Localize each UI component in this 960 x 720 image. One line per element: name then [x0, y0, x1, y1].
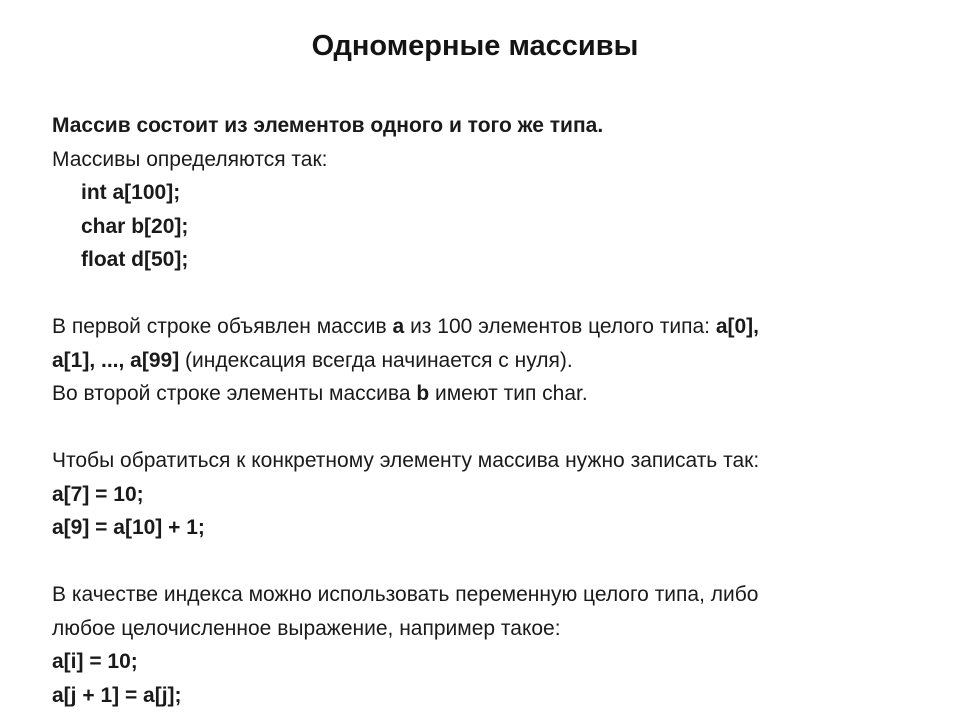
- code-a-range: a[1], ..., a[99]: [52, 348, 180, 372]
- text-segment: имеют тип char.: [429, 382, 588, 405]
- code-line-int: [52, 176, 932, 210]
- index-explanation-1: В качестве индекса можно использовать переменную целого типа, либо: [52, 583, 759, 606]
- code-a0: a[0],: [715, 315, 759, 338]
- text-segment: В первой строке объявлен массив: [52, 315, 393, 338]
- code-line-float: [52, 243, 932, 277]
- array-name-b: b: [416, 382, 430, 405]
- paragraph-gap: [52, 545, 932, 579]
- code-int: int a[100];: [81, 181, 181, 204]
- text-segment: (индексация всегда начинается с нуля).: [179, 348, 573, 372]
- second-line-explanation: [52, 377, 932, 411]
- code-line-ai: [52, 645, 932, 679]
- defined-line: Массивы определяются так:: [52, 147, 328, 171]
- intro-bold-text: Массив состоит из элементов одного и того же типа.: [52, 114, 604, 137]
- code-char: char b[20];: [81, 214, 189, 238]
- code-line-a7: [52, 478, 932, 512]
- code-float: float d[50];: [81, 248, 189, 271]
- code-line-char: [52, 210, 932, 244]
- text-segment: из 100 элементов целого типа:: [404, 315, 716, 338]
- index-range-line: [52, 344, 932, 378]
- paragraph-gap: [52, 277, 932, 311]
- index-explanation-2: любое целочисленное выражение, например такое:: [52, 616, 561, 640]
- slide-body: [52, 109, 932, 712]
- code-a9: a[9] = a[10] + 1;: [52, 516, 205, 539]
- code-aj: a[j + 1] = a[j];: [52, 683, 182, 707]
- array-name-a: a: [392, 315, 405, 338]
- intro-line: [52, 109, 932, 143]
- code-ai: a[i] = 10;: [52, 650, 138, 673]
- code-line-aj: [52, 679, 932, 713]
- slide-title: Одномерные массивы: [311, 30, 639, 62]
- text-segment: Во второй строке элементы массива: [52, 382, 417, 405]
- access-explanation: Чтобы обратиться к конкретному элементу массива нужно записать так:: [52, 449, 760, 472]
- code-a7: a[7] = 10;: [52, 482, 144, 506]
- paragraph-gap: [52, 411, 932, 445]
- first-line-explanation: [52, 310, 932, 344]
- code-line-a9: [52, 511, 932, 545]
